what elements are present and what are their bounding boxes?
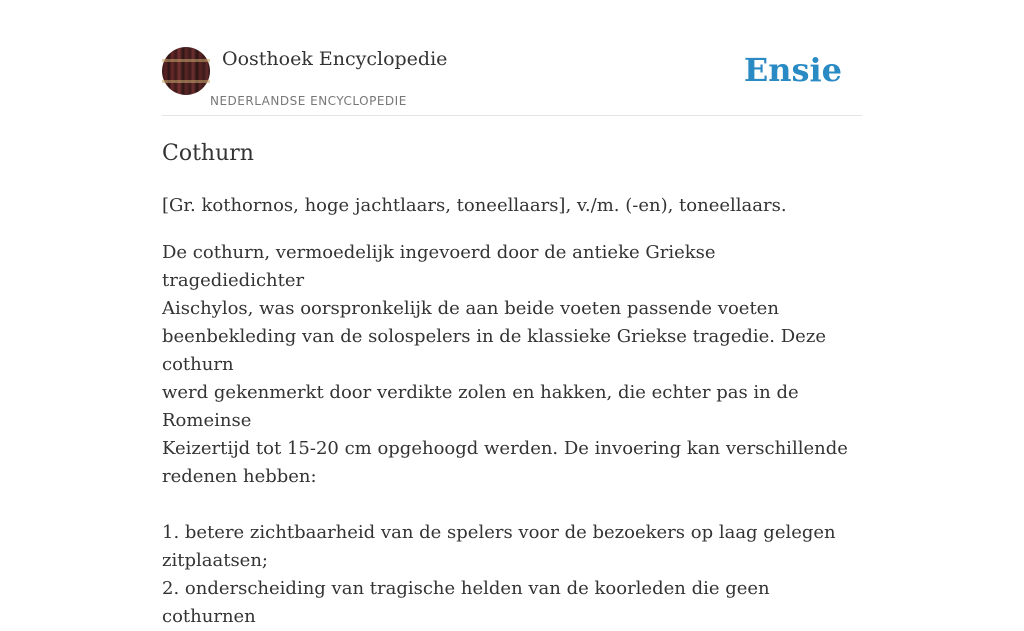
body-line: redenen hebben: xyxy=(162,466,317,487)
paragraph-gap xyxy=(162,491,862,519)
body-line: De cothurn, vermoedelijk ingevoerd door de antieke Griekse tragediedichter xyxy=(162,242,716,291)
list-line: 1. betere zichtbaarheid van de spelers voor de bezoekers op laag gelegen xyxy=(162,522,836,543)
list-line: 2. onderscheiding van tragische helden van de koorleden die geen cothurnen xyxy=(162,578,770,627)
article-title: Cothurn xyxy=(162,141,254,166)
site-header xyxy=(162,47,862,116)
list-line: zitplaatsen; xyxy=(162,550,268,571)
body-line: beenbekleding van de solospelers in de klassieke Griekse tragedie. Deze cothurn xyxy=(162,326,826,375)
site-title[interactable]: Oosthoek Encyclopedie xyxy=(222,48,448,70)
site-subtitle: NEDERLANDSE ENCYCLOPEDIE xyxy=(210,94,407,108)
article xyxy=(162,138,862,631)
body-line: Keizertijd tot 15-20 cm opgehoogd werden. De invoering kan verschillende xyxy=(162,438,848,459)
article-etymology: [Gr. kothornos, hoge jachtlaars, toneellaars], v./m. (-en), toneellaars. xyxy=(162,195,787,216)
ensie-logo[interactable]: Ensie xyxy=(743,51,842,89)
article-body xyxy=(162,239,862,631)
body-line: Aischylos, was oorspronkelijk de aan beide voeten passende voeten xyxy=(162,298,779,319)
body-line: werd gekenmerkt door verdikte zolen en hakken, die echter pas in de Romeinse xyxy=(162,382,799,431)
encyclopedia-books-icon[interactable] xyxy=(162,47,210,95)
